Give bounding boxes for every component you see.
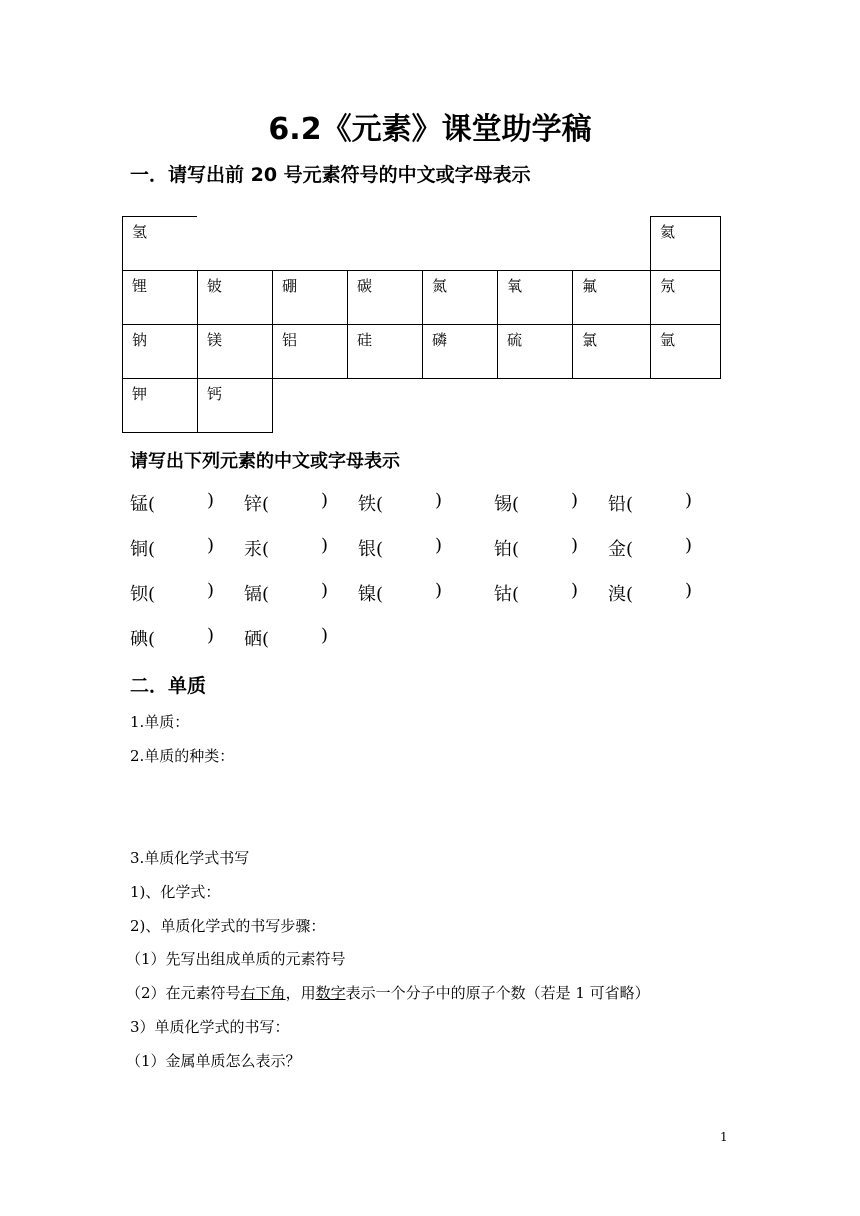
- table-cell: 氟: [572, 270, 651, 325]
- table-cell: 硼: [272, 270, 348, 325]
- section2-heading: 二．单质: [130, 675, 207, 697]
- table-cell: 氮: [422, 270, 498, 325]
- line-metal: （1）金属单质怎么表示？: [126, 1052, 301, 1070]
- fill-item: 锌( ): [244, 490, 329, 515]
- fill-item: 镉( ): [244, 580, 329, 605]
- fill-item: 碘( ): [130, 625, 215, 650]
- table-cell: 铍: [197, 270, 273, 325]
- fill-item: 金( ): [608, 535, 693, 560]
- fill-item: 钴( ): [494, 580, 579, 605]
- table-cell: 铝: [272, 324, 348, 379]
- table-gap: [197, 216, 651, 271]
- page-title: 6.2《元素》课堂助学稿: [268, 112, 592, 147]
- table-cell: 碳: [347, 270, 423, 325]
- table-cell: 氧: [497, 270, 573, 325]
- line-step1: （1）先写出组成单质的元素符号: [126, 950, 346, 968]
- table-cell: 钠: [122, 324, 198, 379]
- line-formula-writing: 3.单质化学式书写: [130, 849, 250, 867]
- table-cell: 氦: [650, 216, 721, 271]
- section1-heading: 一．请写出前 20 号元素符号的中文或字母表示: [130, 164, 531, 186]
- fill-item: 溴( ): [608, 580, 693, 605]
- line-formula: 1)、化学式：: [130, 883, 221, 901]
- section1-subheading: 请写出下列元素的中文或字母表示: [130, 451, 400, 472]
- fill-item: 银( ): [358, 535, 443, 560]
- table-cell: 硫: [497, 324, 573, 379]
- table-cell: 氩: [650, 324, 721, 379]
- fill-item: 锰( ): [130, 490, 215, 515]
- table-cell: 磷: [422, 324, 498, 379]
- fill-item: 锡( ): [494, 490, 579, 515]
- table-cell: 氯: [572, 324, 651, 379]
- line-writing: 3）单质化学式的书写：: [130, 1018, 290, 1036]
- fill-item: 铜( ): [130, 535, 215, 560]
- fill-item: 铁( ): [358, 490, 443, 515]
- fill-item: 铅( ): [608, 490, 693, 515]
- line-types: 2.单质的种类：: [130, 747, 235, 765]
- table-cell: 氢: [122, 216, 198, 271]
- table-cell: 硅: [347, 324, 423, 379]
- page-number: 1: [720, 1130, 728, 1144]
- fill-item: 钡( ): [130, 580, 215, 605]
- table-cell: 氖: [650, 270, 721, 325]
- table-cell: 镁: [197, 324, 273, 379]
- table-cell: 钙: [197, 378, 273, 433]
- table-cell: 锂: [122, 270, 198, 325]
- fill-item: 硒( ): [244, 625, 329, 650]
- fill-item: 镍( ): [358, 580, 443, 605]
- fill-item: 汞( ): [244, 535, 329, 560]
- fill-item: 铂( ): [494, 535, 579, 560]
- line-steps: 2)、单质化学式的书写步骤：: [130, 917, 326, 935]
- table-cell: 钾: [122, 378, 198, 433]
- line-definition: 1.单质：: [130, 713, 190, 731]
- line-step2: （2）在元素符号右下角，用数字表示一个分子中的原子个数（若是 1 可省略）: [126, 984, 650, 1002]
